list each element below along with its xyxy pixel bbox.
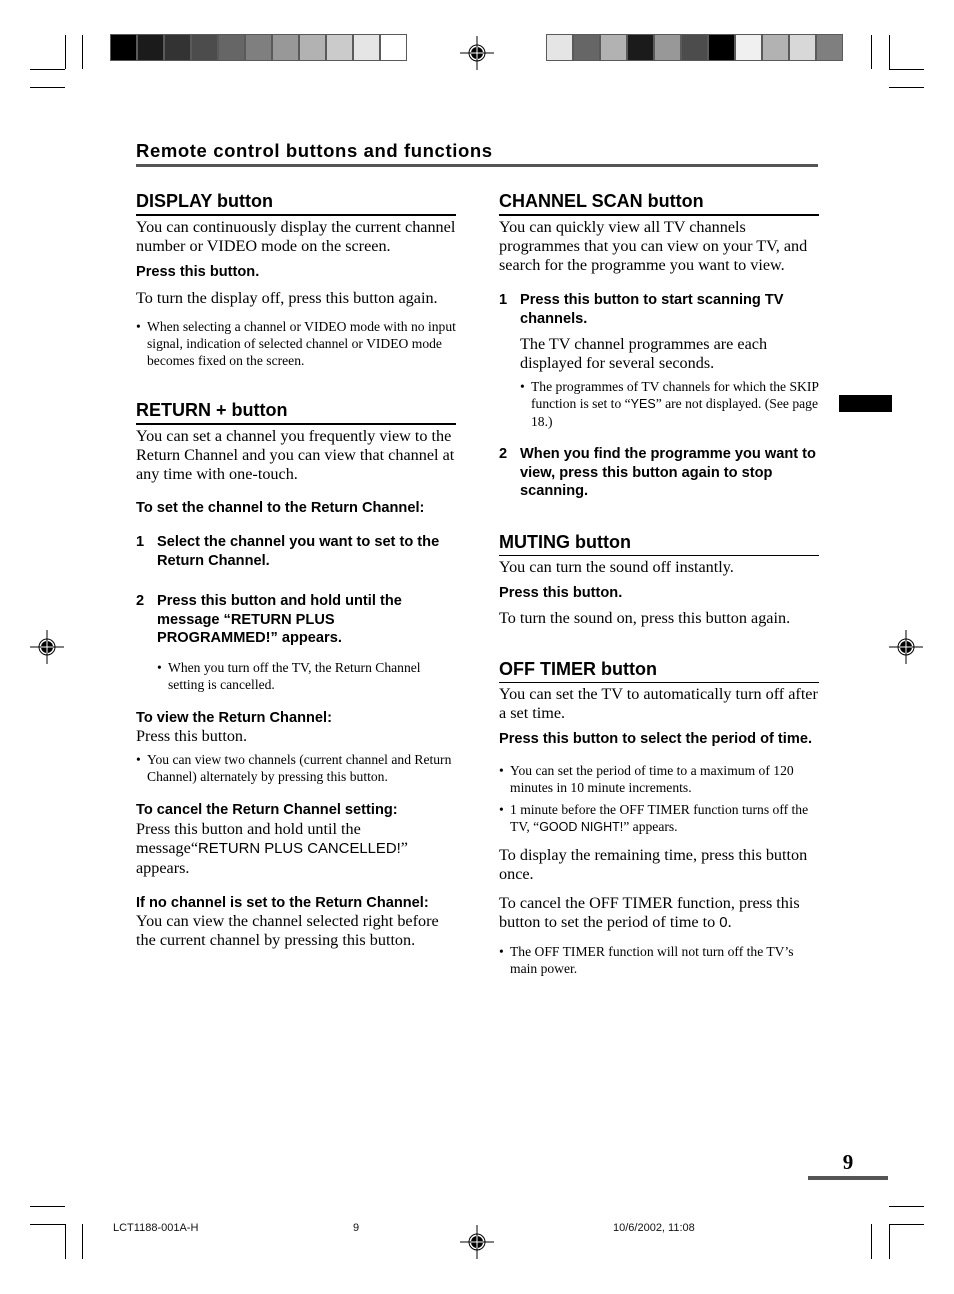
return-cancel-text: Press this button and hold until the message“RETURN PLUS CANCELLED!” appears. [136, 819, 408, 877]
off-timer-power-note: • The OFF TIMER function will not turn off the TV’s main power. [499, 943, 794, 976]
footer-doc-code: LCT1188-001A-H [113, 1222, 199, 1234]
off-timer-remaining-text: To display the remaining time, press this button once. [499, 845, 808, 883]
off-timer-instruction: Press this button to select the period of time. [499, 731, 812, 747]
return-view-note: • You can view two channels (current channel and Return Channel) alternately by pressing this button. [136, 752, 452, 784]
off-timer-cancel-text: To cancel the OFF TIMER function, press this button to set the period of time to 0. [499, 893, 800, 931]
display-off-text: To turn the display off, press this button again. [136, 288, 438, 307]
channel-scan-step-1-detail: The TV channel programmes are each displayed for several seconds. [520, 335, 768, 372]
chapter-tab-marker [839, 395, 892, 412]
color-swatch [817, 35, 842, 60]
off-timer-note-2: • 1 minute before the OFF TIMER function turns off the TV, “GOOD NIGHT!” appears. [499, 801, 809, 834]
color-swatch [601, 35, 626, 60]
color-swatch [574, 35, 599, 60]
channel-scan-step-1: 1 Press this button to start scanning TV channels. [499, 292, 784, 327]
color-swatch [736, 35, 761, 60]
color-swatch [300, 35, 325, 60]
color-swatch [192, 35, 217, 60]
return-none-heading: If no channel is set to the Return Channel: [136, 894, 429, 911]
footer-timestamp: 10/6/2002, 11:08 [613, 1222, 695, 1234]
color-swatch [165, 35, 190, 60]
off-timer-note-1: • You can set the period of time to a maximum of 120 minutes in 10 minute increments. [499, 762, 794, 795]
color-swatch [354, 35, 379, 60]
return-plus-intro: You can set a channel you frequently view to the Return Channel and you can view that channel at any time with one-touch. [136, 426, 455, 483]
footer-page: 9 [353, 1222, 360, 1234]
color-swatch [709, 35, 734, 60]
color-swatch [138, 35, 163, 60]
off-timer-intro: You can set the TV to automatically turn off after a set time. [499, 685, 818, 722]
channel-scan-intro: You can quickly view all TV channels programmes that you can view on your TV, and search for the programme you want to view. [499, 218, 808, 274]
registration-mark-icon [30, 630, 64, 664]
return-cancel-heading: To cancel the Return Channel setting: [136, 802, 398, 818]
right-column [499, 190, 819, 977]
color-swatch [682, 35, 707, 60]
registration-mark-icon [460, 1225, 494, 1259]
left-column [136, 190, 456, 950]
channel-scan-button-section [499, 190, 819, 501]
return-step-2-note: • When you turn off the TV, the Return Channel setting is cancelled. [157, 659, 421, 692]
off-timer-heading: OFF TIMER button [499, 658, 819, 683]
color-swatch [273, 35, 298, 60]
color-swatch [763, 35, 788, 60]
color-swatch [246, 35, 271, 60]
display-button-heading: DISPLAY button [136, 190, 456, 216]
muting-instruction: Press this button. [499, 584, 623, 601]
off-timer-button-section [499, 658, 819, 977]
page-number: 9 [842, 1150, 854, 1174]
color-swatch [327, 35, 352, 60]
display-button-section [136, 190, 456, 369]
registration-mark-icon [460, 36, 494, 70]
muting-intro: You can turn the sound off instantly. [499, 557, 734, 576]
grayscale-color-bar-right [546, 34, 843, 61]
color-swatch [790, 35, 815, 60]
section-title: Remote control buttons and functions [136, 140, 818, 167]
display-instruction: Press this button. [136, 264, 260, 280]
return-set-heading: To set the channel to the Return Channel: [136, 499, 425, 516]
return-none-text: You can view the channel selected right before the current channel by pressing this button. [136, 912, 439, 949]
return-view-text: Press this button. [136, 727, 248, 745]
color-swatch [655, 35, 680, 60]
return-view-heading: To view the Return Channel: [136, 709, 332, 726]
color-swatch [381, 35, 406, 60]
return-step-2: 2 Press this button and hold until the message “RETURN PLUS PROGRAMMED!” appears. [136, 593, 402, 646]
muting-heading: MUTING button [499, 531, 819, 556]
return-plus-heading: RETURN + button [136, 399, 456, 425]
return-plus-button-section [136, 399, 456, 951]
channel-scan-step-2: 2 When you find the programme you want to view, press this button again to stop scanning. [499, 446, 816, 499]
channel-scan-step-1-note: • The programmes of TV channels for which the SKIP function is set to “YES” are not displayed. (See page 18.) [520, 379, 819, 429]
page-number-underline [808, 1176, 888, 1180]
color-swatch [547, 35, 572, 60]
color-swatch [219, 35, 244, 60]
display-intro: You can continuously display the current channel number or VIDEO mode on the screen. [136, 218, 456, 255]
return-step-1: 1 Select the channel you want to set to the Return Channel. [136, 534, 440, 569]
color-swatch [628, 35, 653, 60]
muting-on-text: To turn the sound on, press this button again. [499, 609, 791, 627]
color-swatch [111, 35, 136, 60]
display-note: • When selecting a channel or VIDEO mode with no input signal, indication of selected channel or VIDEO mode becomes fixed on the screen. [136, 318, 456, 368]
muting-button-section [499, 531, 819, 629]
registration-mark-icon [889, 630, 923, 664]
channel-scan-heading: CHANNEL SCAN button [499, 190, 819, 216]
grayscale-color-bar-left [110, 34, 407, 61]
